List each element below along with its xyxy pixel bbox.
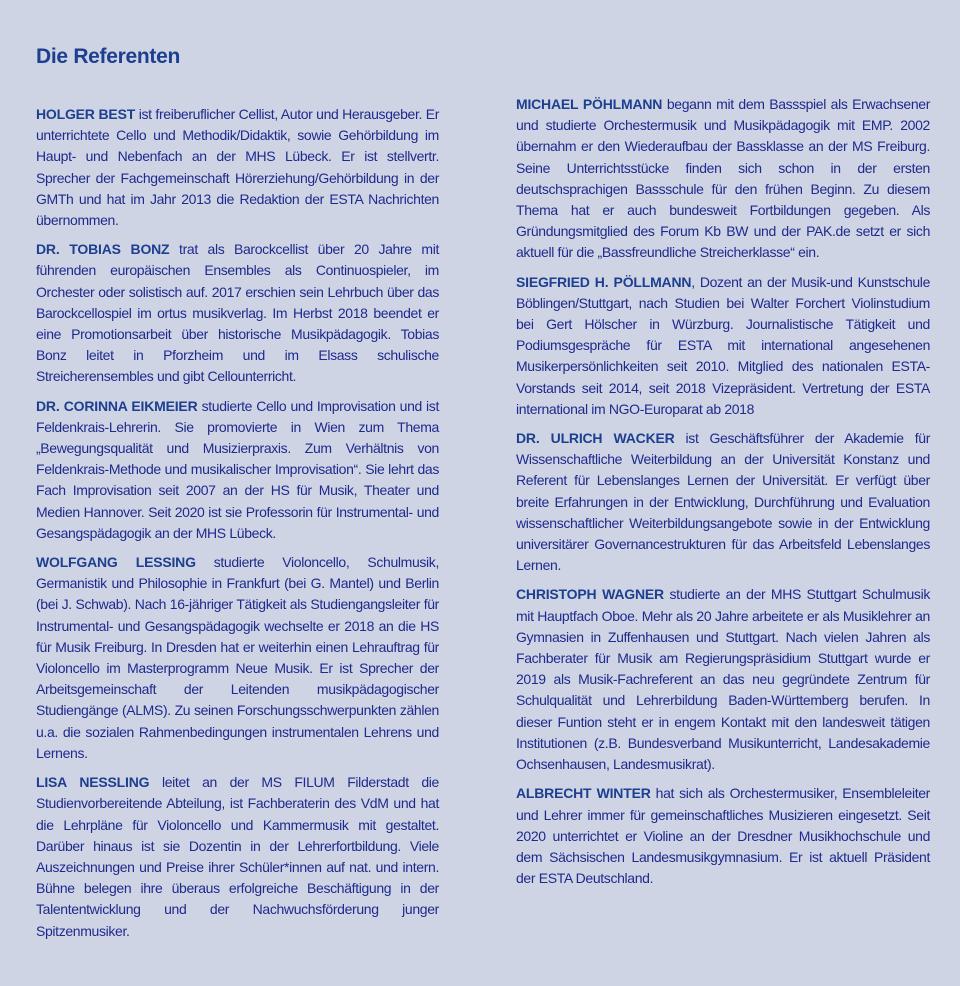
bio-wolfgang-lessing [36, 552, 439, 764]
right-column [516, 94, 930, 897]
bio-name: HOLGER BEST [36, 106, 136, 122]
bio-text: begann mit dem Bassspiel als Erwachsener und studierte Orchestermusik und Musikpädagogik mit EMP. 2002 übernahm er den Wiederaufbau der Bassklasse an der MS Freiburg. Seine Unterrichtsstücke finden sich schon in der ersten deutschsprachigen Bassschule für den frühen Beginn. Zu diesem Thema hat er auch bundesweit Fortbildungen gegeben. Als Gründungsmitglied des Forum Kb BW und der PAK.de setzt er sich aktuell für die „Bassfreundliche Streicherklasse“ ein. [516, 96, 931, 261]
bio-text: studierte Violoncello, Schulmusik, Germanistik und Philosophie in Frankfurt (bei G. Mantel) und Berlin (bei J. Schwab). Nach 16-jähriger Tätigkeit als Studiengangsleiter für Instrumental- und Gesangspädagogik wechselte er 2018 an die HS für Musik Freiburg. In Dresden hat er weiterhin einen Lehrauftrag für Violoncello im Masterprogramm Neue Musik. Er ist Sprecher der Arbeitsgemeinschaft der Leitenden musikpädagogischer Studiengänge (ALMS). Zu seinen Forschungsschwerpunkten zählen u.a. die sozialen Rahmenbedingungen instrumentalen Lehrens und Lernens. [36, 554, 439, 761]
bio-name: CHRISTOPH WAGNER [516, 586, 664, 603]
bio-name: WOLFGANG LESSING [36, 554, 196, 571]
bio-name: DR. TOBIAS BONZ [36, 241, 170, 258]
bio-text: , Dozent an der Musik-und Kunstschule Böblingen/Stuttgart, nach Studien bei Walter Forchert Violinstudium bei Gert Hölscher in Würzburg. Journalistische Tätigkeit und Podiumsgespräche für ESTA mit international angesehenen Musikerpersönlichkeiten seit 2010. Mitglied des nationalen ESTA-Vorstands seit 2014, seit 2018 Vizepräsident. Vertretung der ESTA international im NGO-Europarat ab 2018 [516, 273, 931, 417]
bio-text: leitet an der MS FILUM Filderstadt die Studienvorbereitende Abteilung, ist Fachberaterin des VdM und hat die Lehrpläne für Violoncello und Kammermusik mit gestaltet. Darüber hinaus ist sie Dozentin in der Lehrerfortbildung. Viele Auszeichnungen und Preise ihrer Schüler*innen auf nat. und intern. Bühne belegen ihre überaus erfolgreiche Beschäftigung in der Talententwicklung und der Nachwuchsförderung junger Spitzenmusiker. [36, 774, 439, 939]
bio-corinna-eikmeier [36, 396, 439, 544]
bio-text: studierte an der MHS Stuttgart Schulmusik mit Hauptfach Oboe. Mehr als 20 Jahre arbeitete er als Musiklehrer an Gymnasien in Zuffenhausen und Stuttgart. Nach vielen Jahren als Fachberater für Musik am Regierungspräsidium Stuttgart wurde er 2019 als Musik-Fachreferent an das neu gegründete Zentrum für Schulqualität und Lehrerbildung Baden-Württemberg berufen. In dieser Funtion steht er in engem Kontakt mit den landesweit tätigen Institutionen (z.B. Bundesverband Musikunterricht, Landesakademie Ochsenhausen, Landesmusikrat). [516, 586, 930, 773]
bio-holger-best [36, 104, 439, 231]
bio-text: studierte Cello und Improvisation und ist Feldenkrais-Lehrerin. Sie promovierte in Wien zum Thema „Bewegungsqualität und Musizierpraxis. Zum Verhältnis von Feldenkrais-Methode und musikalischer Improvisation“. Sie lehrt das Fach Improvisation seit 2007 an der HS für Musik, Theater und Medien Hannover. Seit 2020 ist sie Professorin für Instrumental- und Gesangspädagogik an der MHS Lübeck. [36, 397, 439, 541]
bio-text: hat sich als Orchestermusiker, Ensembleleiter und Lehrer immer für gemeinschaftliches Musizieren eingesetzt. Seit 2020 unterrichtet er Violine an der Dresdner Musikhochschule und dem Sächsischen Landesmusikgymnasium. Er ist aktuell Präsident der ESTA Deutschland. [516, 785, 930, 887]
bio-michael-poehlmann [516, 94, 930, 264]
bio-siegfried-poellmann [516, 272, 930, 420]
bio-lisa-nessling [36, 772, 439, 942]
bio-name: ALBRECHT WINTER [516, 785, 651, 802]
bio-text: ist freiberuflicher Cellist, Autor und Herausgeber. Er unterrichtete Cello und Methodik/Didaktik, sowie Gehörbildung im Haupt- und Nebenfach an der MHS Lübeck. Er ist stellvertr. Sprecher der Fachgemeinschaft Hörerziehung/Gehörbildung in der GMTh und hat im Jahr 2013 die Redaktion der ESTA Nachrichten übernommen. [36, 106, 440, 229]
page-title: Die Referenten [36, 45, 181, 68]
bio-name: LISA NESSLING [36, 774, 150, 791]
bio-tobias-bonz [36, 239, 439, 387]
bio-name: MICHAEL PÖHLMANN [516, 96, 663, 112]
bio-name: DR. ULRICH WACKER [516, 430, 675, 447]
bio-text: ist Geschäftsführer der Akademie für Wissenschaftliche Weiterbildung an der Universität Konstanz und Referent für Lebenslanges Lernen der Universität. Er verfügt über breite Erfahrungen in der Entwicklung, Durchführung und Evaluation wissenschaftlicher Weiterbildungsangebote sowie in der Entwicklung universitärer Governancestrukturen für das Arbeitsfeld Lebenslanges Lernen. [516, 430, 931, 574]
bio-christoph-wagner [516, 584, 930, 775]
bio-name: SIEGFRIED H. PÖLLMANN [516, 273, 692, 290]
bio-name: DR. CORINNA EIKMEIER [36, 397, 198, 414]
bio-text: trat als Barockcellist über 20 Jahre mit führenden europäischen Ensembles als Continuospieler, im Orchester oder solistisch auf. 2017 erschien sein Lehrbuch über das Barockcellospiel im ortus musikverlag. Im Herbst 2018 beendet er eine Promotionsarbeit über historische Musikpädagogik. Tobias Bonz leitet in Pforzheim und im Elsass schulische Streicherensembles und gibt Cellounterricht. [36, 241, 439, 385]
left-column [36, 104, 439, 950]
bio-albrecht-winter [516, 783, 930, 889]
bio-ulrich-wacker [516, 428, 930, 576]
